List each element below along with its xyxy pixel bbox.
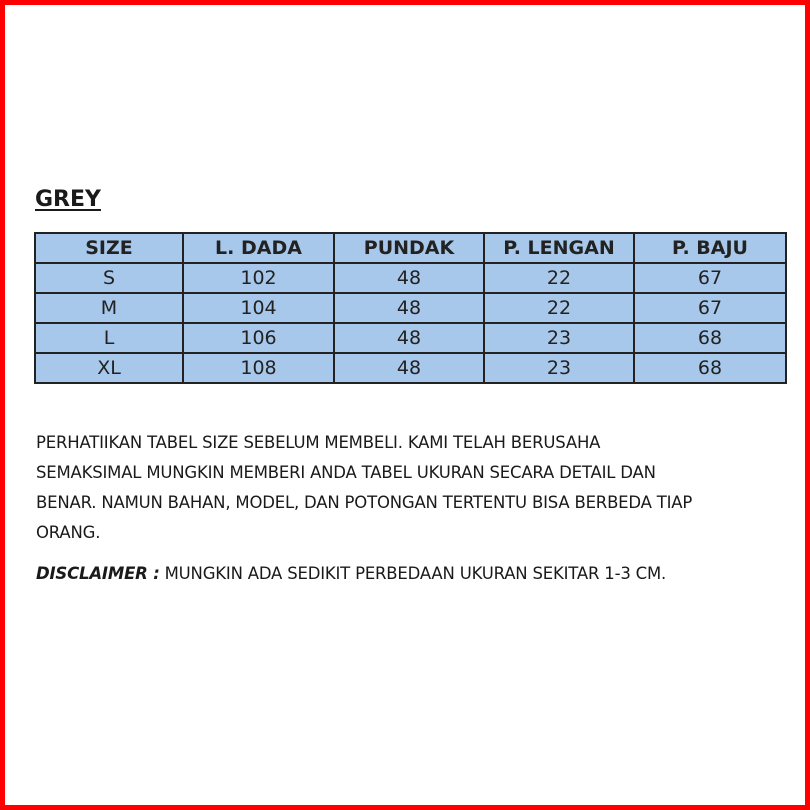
note-line: BENAR. NAMUN BAHAN, MODEL, DAN POTONGAN TERTENTU BISA BERBEDA TIAP xyxy=(36,493,693,512)
disclaimer-text: MUNGKIN ADA SEDIKIT PERBEDAAN UKURAN SEKITAR 1-3 CM. xyxy=(159,564,667,583)
disclaimer-paragraph xyxy=(36,559,796,589)
cell-pundak: 48 xyxy=(334,323,484,353)
cell-panjang-baju: 67 xyxy=(634,293,786,323)
cell-panjang-lengan: 22 xyxy=(484,293,634,323)
note-line: PERHATIIKAN TABEL SIZE SEBELUM MEMBELI. KAMI TELAH BERUSAHA xyxy=(36,433,601,452)
disclaimer-label: DISCLAIMER : xyxy=(36,564,160,583)
header-panjang-baju: P. BAJU xyxy=(634,233,786,263)
size-chart-table xyxy=(34,232,787,384)
table-title: GREY xyxy=(35,187,101,212)
cell-lebar-dada: 106 xyxy=(183,323,334,353)
cell-panjang-lengan: 22 xyxy=(484,263,634,293)
cell-panjang-baju: 67 xyxy=(634,263,786,293)
cell-size: L xyxy=(35,323,183,353)
header-size: SIZE xyxy=(35,233,183,263)
header-pundak: PUNDAK xyxy=(334,233,484,263)
cell-panjang-lengan: 23 xyxy=(484,323,634,353)
table-header-row xyxy=(35,233,786,263)
cell-size: S xyxy=(35,263,183,293)
cell-panjang-lengan: 23 xyxy=(484,353,634,383)
cell-size: XL xyxy=(35,353,183,383)
cell-panjang-baju: 68 xyxy=(634,323,786,353)
size-note-paragraph xyxy=(36,428,796,548)
cell-pundak: 48 xyxy=(334,353,484,383)
note-line: SEMAKSIMAL MUNGKIN MEMBERI ANDA TABEL UKURAN SECARA DETAIL DAN xyxy=(36,463,656,482)
header-lebar-dada: L. DADA xyxy=(183,233,334,263)
table-row xyxy=(35,323,786,353)
cell-panjang-baju: 68 xyxy=(634,353,786,383)
cell-pundak: 48 xyxy=(334,263,484,293)
cell-pundak: 48 xyxy=(334,293,484,323)
table-row xyxy=(35,263,786,293)
note-line: ORANG. xyxy=(36,523,101,542)
cell-lebar-dada: 104 xyxy=(183,293,334,323)
header-panjang-lengan: P. LENGAN xyxy=(484,233,634,263)
table-row xyxy=(35,353,786,383)
table-row xyxy=(35,293,786,323)
cell-lebar-dada: 108 xyxy=(183,353,334,383)
cell-size: M xyxy=(35,293,183,323)
cell-lebar-dada: 102 xyxy=(183,263,334,293)
